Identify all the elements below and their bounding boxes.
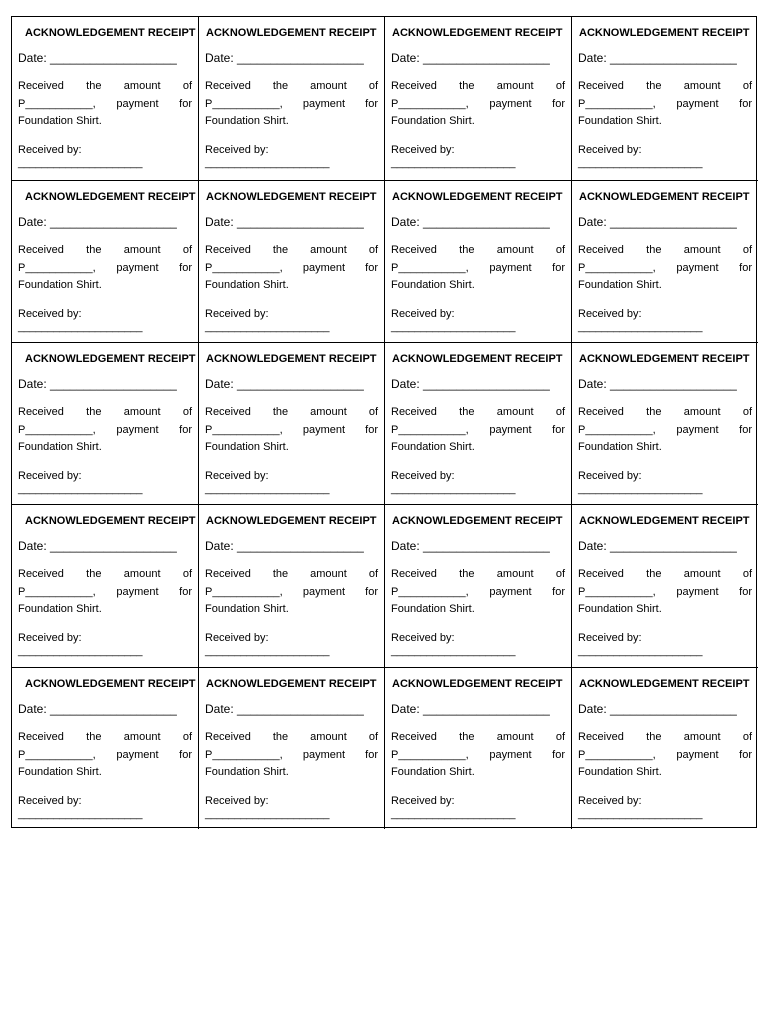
receipt-title: ACKNOWLEDGEMENT RECEIPT [206, 191, 377, 203]
received-by-label: Received by: [578, 794, 642, 807]
date-field: Date: ___________________ [205, 51, 364, 65]
date-field: Date: ___________________ [578, 215, 737, 229]
received-by-label: Received by: [391, 307, 455, 320]
signature-line: _____________________ [391, 482, 516, 495]
receipt-title: ACKNOWLEDGEMENT RECEIPT [392, 27, 563, 39]
receipt-body [205, 78, 378, 131]
date-field: Date: ___________________ [578, 702, 737, 716]
amount-line: Received the amount of [18, 244, 192, 256]
payment-line: P___________, payment for [205, 261, 378, 274]
receipt-body [578, 404, 752, 457]
signature-line: _____________________ [578, 807, 703, 820]
receipt-card-r3-c2 [199, 343, 385, 505]
receipt-card-r4-c1 [12, 505, 199, 668]
purpose-line: Foundation Shirt. [391, 279, 475, 291]
receipt-body [205, 729, 378, 782]
received-by-label: Received by: [205, 307, 269, 320]
receipt-body [578, 729, 752, 782]
payment-line: P___________, payment for [205, 748, 378, 761]
receipt-title: ACKNOWLEDGEMENT RECEIPT [579, 191, 750, 203]
payment-line: P___________, payment for [391, 585, 565, 598]
receipt-body [18, 242, 192, 295]
receipt-title: ACKNOWLEDGEMENT RECEIPT [392, 515, 563, 527]
signature-line: _____________________ [18, 156, 143, 169]
receipt-body [205, 242, 378, 295]
purpose-line: Foundation Shirt. [18, 115, 102, 127]
amount-line: Received the amount of [391, 731, 565, 743]
received-by-label: Received by: [391, 794, 455, 807]
payment-line: P___________, payment for [391, 261, 565, 274]
receipt-body [205, 404, 378, 457]
purpose-line: Foundation Shirt. [18, 603, 102, 615]
received-by-label: Received by: [18, 143, 82, 156]
date-field: Date: ___________________ [18, 702, 177, 716]
signature-line: _____________________ [18, 320, 143, 333]
receipt-title: ACKNOWLEDGEMENT RECEIPT [25, 353, 196, 365]
amount-line: Received the amount of [18, 568, 192, 580]
receipt-title: ACKNOWLEDGEMENT RECEIPT [25, 27, 196, 39]
date-field: Date: ___________________ [18, 215, 177, 229]
amount-line: Received the amount of [578, 80, 752, 92]
receipt-card-r4-c4 [572, 505, 758, 668]
receipt-body [391, 78, 565, 131]
receipt-card-r5-c1 [12, 668, 199, 829]
payment-line: P___________, payment for [18, 97, 192, 110]
signature-line: _____________________ [391, 320, 516, 333]
signature-line: _____________________ [205, 320, 330, 333]
date-field: Date: ___________________ [391, 215, 550, 229]
received-by-label: Received by: [578, 143, 642, 156]
payment-line: P___________, payment for [578, 423, 752, 436]
purpose-line: Foundation Shirt. [391, 441, 475, 453]
payment-line: P___________, payment for [391, 97, 565, 110]
receipt-body [205, 566, 378, 619]
purpose-line: Foundation Shirt. [205, 603, 289, 615]
amount-line: Received the amount of [578, 244, 752, 256]
date-field: Date: ___________________ [18, 51, 177, 65]
signature-line: _____________________ [391, 644, 516, 657]
receipt-title: ACKNOWLEDGEMENT RECEIPT [392, 353, 563, 365]
purpose-line: Foundation Shirt. [18, 766, 102, 778]
purpose-line: Foundation Shirt. [578, 115, 662, 127]
receipt-sheet [11, 16, 757, 828]
signature-line: _____________________ [18, 482, 143, 495]
receipt-card-r2-c1 [12, 181, 199, 343]
signature-line: _____________________ [578, 320, 703, 333]
signature-line: _____________________ [18, 807, 143, 820]
received-by-label: Received by: [578, 631, 642, 644]
payment-line: P___________, payment for [391, 423, 565, 436]
date-field: Date: ___________________ [391, 702, 550, 716]
signature-line: _____________________ [205, 644, 330, 657]
receipt-title: ACKNOWLEDGEMENT RECEIPT [206, 515, 377, 527]
payment-line: P___________, payment for [578, 585, 752, 598]
receipt-card-r1-c1 [12, 17, 199, 181]
amount-line: Received the amount of [578, 406, 752, 418]
signature-line: _____________________ [205, 482, 330, 495]
receipt-card-r5-c2 [199, 668, 385, 829]
signature-line: _____________________ [205, 807, 330, 820]
amount-line: Received the amount of [18, 80, 192, 92]
amount-line: Received the amount of [391, 244, 565, 256]
receipt-body [578, 566, 752, 619]
date-field: Date: ___________________ [18, 377, 177, 391]
receipt-card-r3-c3 [385, 343, 572, 505]
amount-line: Received the amount of [205, 568, 378, 580]
receipt-card-r4-c2 [199, 505, 385, 668]
date-field: Date: ___________________ [391, 51, 550, 65]
receipt-title: ACKNOWLEDGEMENT RECEIPT [579, 515, 750, 527]
purpose-line: Foundation Shirt. [205, 279, 289, 291]
payment-line: P___________, payment for [578, 748, 752, 761]
receipt-body [578, 242, 752, 295]
received-by-label: Received by: [391, 631, 455, 644]
purpose-line: Foundation Shirt. [205, 441, 289, 453]
receipt-title: ACKNOWLEDGEMENT RECEIPT [392, 191, 563, 203]
receipt-card-r1-c2 [199, 17, 385, 181]
receipt-body [18, 566, 192, 619]
received-by-label: Received by: [205, 794, 269, 807]
date-field: Date: ___________________ [391, 377, 550, 391]
payment-line: P___________, payment for [391, 748, 565, 761]
purpose-line: Foundation Shirt. [578, 603, 662, 615]
receipt-title: ACKNOWLEDGEMENT RECEIPT [25, 191, 196, 203]
receipt-title: ACKNOWLEDGEMENT RECEIPT [579, 353, 750, 365]
payment-line: P___________, payment for [18, 423, 192, 436]
purpose-line: Foundation Shirt. [391, 603, 475, 615]
receipt-body [18, 404, 192, 457]
date-field: Date: ___________________ [205, 539, 364, 553]
signature-line: _____________________ [578, 644, 703, 657]
receipt-card-r2-c3 [385, 181, 572, 343]
payment-line: P___________, payment for [205, 97, 378, 110]
received-by-label: Received by: [578, 307, 642, 320]
amount-line: Received the amount of [205, 406, 378, 418]
payment-line: P___________, payment for [578, 97, 752, 110]
date-field: Date: ___________________ [578, 539, 737, 553]
receipt-title: ACKNOWLEDGEMENT RECEIPT [206, 353, 377, 365]
receipt-title: ACKNOWLEDGEMENT RECEIPT [579, 678, 750, 690]
received-by-label: Received by: [391, 469, 455, 482]
purpose-line: Foundation Shirt. [18, 441, 102, 453]
purpose-line: Foundation Shirt. [391, 766, 475, 778]
receipt-card-r3-c4 [572, 343, 758, 505]
receipt-body [18, 729, 192, 782]
received-by-label: Received by: [205, 143, 269, 156]
amount-line: Received the amount of [205, 731, 378, 743]
amount-line: Received the amount of [205, 244, 378, 256]
purpose-line: Foundation Shirt. [18, 279, 102, 291]
receipt-title: ACKNOWLEDGEMENT RECEIPT [579, 27, 750, 39]
purpose-line: Foundation Shirt. [578, 766, 662, 778]
receipt-body [391, 242, 565, 295]
amount-line: Received the amount of [391, 568, 565, 580]
payment-line: P___________, payment for [18, 748, 192, 761]
received-by-label: Received by: [391, 143, 455, 156]
purpose-line: Foundation Shirt. [578, 441, 662, 453]
amount-line: Received the amount of [578, 568, 752, 580]
purpose-line: Foundation Shirt. [391, 115, 475, 127]
receipt-card-r3-c1 [12, 343, 199, 505]
date-field: Date: ___________________ [578, 377, 737, 391]
signature-line: _____________________ [578, 156, 703, 169]
payment-line: P___________, payment for [205, 585, 378, 598]
amount-line: Received the amount of [205, 80, 378, 92]
receipt-body [391, 566, 565, 619]
date-field: Date: ___________________ [205, 377, 364, 391]
receipt-card-r2-c2 [199, 181, 385, 343]
signature-line: _____________________ [391, 156, 516, 169]
received-by-label: Received by: [205, 631, 269, 644]
signature-line: _____________________ [205, 156, 330, 169]
payment-line: P___________, payment for [18, 585, 192, 598]
signature-line: _____________________ [391, 807, 516, 820]
purpose-line: Foundation Shirt. [578, 279, 662, 291]
receipt-card-r5-c3 [385, 668, 572, 829]
receipt-title: ACKNOWLEDGEMENT RECEIPT [392, 678, 563, 690]
date-field: Date: ___________________ [578, 51, 737, 65]
receipt-title: ACKNOWLEDGEMENT RECEIPT [25, 515, 196, 527]
receipt-card-r4-c3 [385, 505, 572, 668]
receipt-card-r2-c4 [572, 181, 758, 343]
payment-line: P___________, payment for [578, 261, 752, 274]
date-field: Date: ___________________ [205, 702, 364, 716]
receipt-body [18, 78, 192, 131]
amount-line: Received the amount of [391, 80, 565, 92]
received-by-label: Received by: [205, 469, 269, 482]
amount-line: Received the amount of [391, 406, 565, 418]
amount-line: Received the amount of [18, 731, 192, 743]
signature-line: _____________________ [18, 644, 143, 657]
received-by-label: Received by: [18, 469, 82, 482]
receipt-title: ACKNOWLEDGEMENT RECEIPT [206, 27, 377, 39]
payment-line: P___________, payment for [18, 261, 192, 274]
date-field: Date: ___________________ [18, 539, 177, 553]
receipt-body [391, 404, 565, 457]
receipt-card-r5-c4 [572, 668, 758, 829]
payment-line: P___________, payment for [205, 423, 378, 436]
purpose-line: Foundation Shirt. [205, 115, 289, 127]
received-by-label: Received by: [18, 631, 82, 644]
received-by-label: Received by: [578, 469, 642, 482]
receipt-title: ACKNOWLEDGEMENT RECEIPT [25, 678, 196, 690]
receipt-card-r1-c4 [572, 17, 758, 181]
receipt-body [578, 78, 752, 131]
received-by-label: Received by: [18, 307, 82, 320]
purpose-line: Foundation Shirt. [205, 766, 289, 778]
date-field: Date: ___________________ [391, 539, 550, 553]
receipt-title: ACKNOWLEDGEMENT RECEIPT [206, 678, 377, 690]
amount-line: Received the amount of [18, 406, 192, 418]
receipt-body [391, 729, 565, 782]
received-by-label: Received by: [18, 794, 82, 807]
amount-line: Received the amount of [578, 731, 752, 743]
receipt-card-r1-c3 [385, 17, 572, 181]
signature-line: _____________________ [578, 482, 703, 495]
date-field: Date: ___________________ [205, 215, 364, 229]
